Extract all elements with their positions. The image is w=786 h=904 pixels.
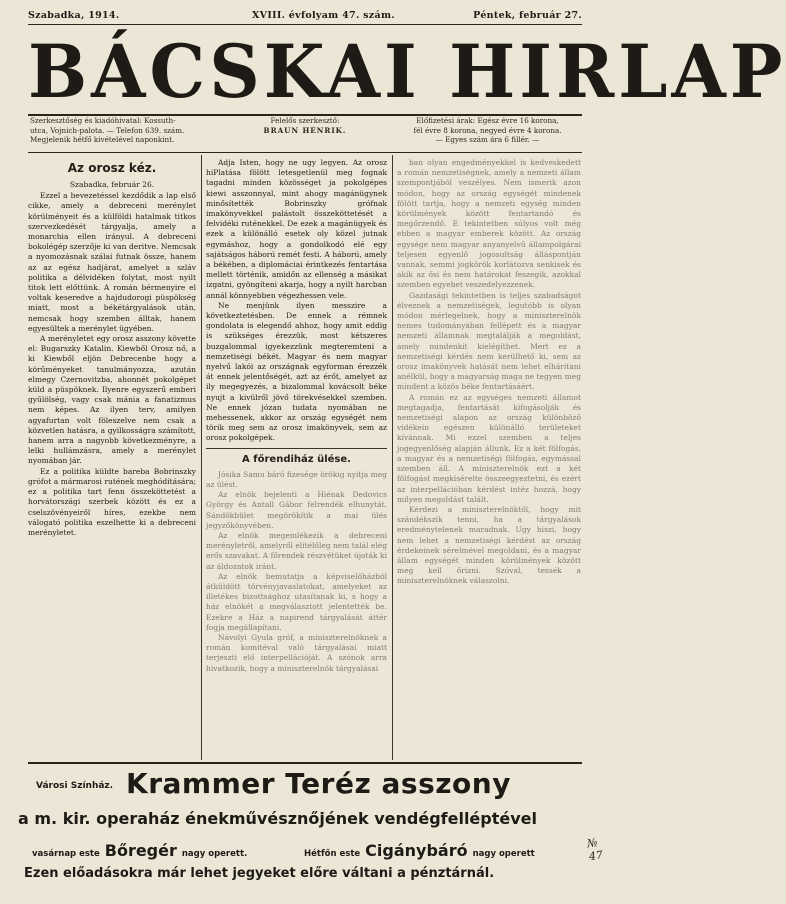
ad-sunday-title: Bőregér bbox=[104, 841, 177, 860]
editor-info bbox=[230, 116, 380, 154]
ad-sunday-suffix: nagy operett. bbox=[181, 849, 248, 859]
article-continued bbox=[206, 158, 387, 760]
session-paragraph: Az elnök bemutatja a képviselőházból átküldött törvényjavaslatokat, amelyeket az illetékes bizottsághoz utasítanak ki, s hogy a ház elnökét a megválasztott jelentették be. Ezekre a Ház a napirend tárgyalását áttér fogja megállapítani. bbox=[206, 571, 387, 632]
session-paragraph: Návolyi Gyula gróf, a miniszterelnöknek a román komitéval való tárgyalásai miatt terjeszti elő interpellációját. A szónok arra hivatkozik, hogy a miniszterelnök tárgyalásai bbox=[206, 632, 387, 673]
office-info bbox=[30, 116, 220, 154]
ad-subtitle: a m. kir. operaház énekművésznőjének vendégfelléptével bbox=[18, 809, 537, 828]
article-interpellation bbox=[397, 158, 581, 760]
article-paragraph: A román ez az egységes nemzeti államot megtagadja, fentartását kifogásolják és nemzetiségi alapon az ország különböző vidékein egészen különálló területeket kívánnak. Mi ezzel szemben a teljes jogegyenlőség alapján állunk. Ez a két fölfogás, a magyar és a nemzetiségi fölfogás, egymással szemben áll. A miniszterelnök ezt a két fölfogást megkísérelte összeegyeztetni, és ezért az interpellációban kérdést intéz hozzá, hogy milyen megoldást talált. bbox=[397, 392, 581, 504]
ad-venue: Városi Színház. bbox=[36, 781, 114, 791]
section-title: A főrendiház ülése. bbox=[206, 448, 387, 468]
column-divider bbox=[201, 155, 202, 760]
ad-sunday-prefix: vasárnap este bbox=[32, 849, 100, 859]
article-paragraph: Adja Isten, hogy ne ugy legyen. Az orosz hiPlatása fölött letesgetlenül meg fognak tagadni minden közösséget ja pokolgépes kiewi asszonnyal, mint ahogy magánügynek minősítették Bobrinszky grófnak imakönyvekkel palástolt összeköttetését a felvidéki ruténekkel. De ezek a magánügyek és ezek a különálló esetek oly közel jutnak egymáshoz, hogy a gondolkodó elé egy sajátságos háború remét festi. A háború, amely a békében, a diplomáciai érintkezés fentartása mellett történik, amidőn az ellenség a másikat izgatni, gyöngíteni akarja, hogy a nyilt harcban annál könnyebben végezhessen vele. bbox=[206, 158, 387, 300]
issue-date: Szabadka, 1914. bbox=[28, 10, 120, 21]
office-line: Szerkesztőség és kiadóhivatal: Kossuth- bbox=[30, 116, 176, 125]
price-line: Előfizetési árak: Egész évre 16 korona, bbox=[416, 116, 559, 125]
masthead-title: BÁCSKAI HIRLAP bbox=[28, 27, 786, 116]
issue-volume: XVIII. évfolyam 47. szám. bbox=[252, 10, 395, 21]
ad-footer: Ezen előadásokra már lehet jegyeket előre váltani a pénztárnál. bbox=[24, 866, 495, 881]
price-line: — Egyes szám ára 6 fillér. — bbox=[435, 135, 540, 144]
ad-monday-prefix: Hétfőn este bbox=[304, 849, 361, 859]
theatre-advertisement bbox=[4, 763, 584, 904]
ad-sunday bbox=[32, 841, 247, 860]
ad-headline: Krammer Teréz asszony bbox=[126, 767, 511, 800]
ad-monday-suffix: nagy operett bbox=[472, 849, 535, 859]
ad-monday-title: Cigánybáró bbox=[365, 841, 468, 860]
article-title: Az orosz kéz. bbox=[67, 161, 157, 175]
session-paragraph: Jósika Samu báró fizesége örökig nyitja meg az ülést. bbox=[206, 469, 387, 489]
editor-name: BRAUN HENRIK. bbox=[263, 125, 347, 135]
article-dateline: Szabadka, február 26. bbox=[69, 180, 155, 189]
article-paragraph: Ezzel a bevezetéssel kezdődik a lap első cikke, amely a debreceni merénylet körülményeit és a külföldi hatalmak titkos szervezkedését tárgyalja, amely a monarchia ellen irányul. A debreceni bokolégép szerzője ki van deritve. Nemcsak a nyomozásnak szálai futnak össze, hanem az az egész hadjárat, amelyet a szláv politika a délvidéken folytat, most nyilt titok lett előttünk. A román bérmenyire el voltak keseredve a hajdudorogi püspökség miatt, most a békétárgyalások után, nemcsak hogy szemben álltak, hanem egyesültek a merénylet ügyében. bbox=[28, 191, 196, 333]
column-divider bbox=[392, 155, 393, 760]
article-paragraph: ban olyan engedményekkel is kedveskedett a román nemzetiségnek, amely a nemzeti állam szempontjából veszélyes. Nem ismerik azon módon, hogy az ország egységét mindenek fölött tartja, hogy a nemzeti egység minden körülmények között fentartandó és megőrzendő. E tekintetben súlyos volt még ebben a magyar emberek között. Az ország egysége nem magyar anyanyelvű állampolgárai teljesen egyenlő jogosultság álláspontján vannak, semmi jogkörök korlátozva senkisek és akik az ősi és nem határokat feszegik, azokkal szemben egyebet veszedelyezzenek. bbox=[397, 158, 581, 290]
price-line: fél évre 8 korona, negyed évre 4 korona. bbox=[413, 125, 562, 135]
handwritten-note: № 47 bbox=[586, 835, 604, 864]
article-paragraph: Ne menjünk ilyen messzire a következtetésben. De ennek a rémnek gondolata is elegendő ahhoz, hogy amit eddig is szükséges érezzük, most kétszeres buzgalommal igyekezzünk megteremteni a nemzetiségi békét. Magyar és nem magyar nyelvű lakói az országnak egyforman érezzék át ennek jelentőségét, azt az érőt, amelyet az ily megegyezés, a bizalommal kovácsolt béke nyujt a kivülről jövő törekvésekkel szemben. Ne ennek józan tudata nyomában ne mehessenek, akkor az ország egységét nem törik meg sem az orosz imakönyvek, sem az orosz pokolgépek. bbox=[206, 300, 387, 443]
office-line: utca, Vojnich-palota. — Telefon 639. szám. bbox=[30, 125, 185, 135]
article-paragraph: Gazdasági tekintetben is teljes szabadságot élveznek a nemzetiségek, legutóbb is olyan módon mérlegelnek, hogy a miniszterelnök nemes tudományában fellépett és a magyar nemzeti államnak megtalálják a megoldást, amely mindenkit kielégíthet. Mert ez a nemzetiségi kérdés nem kerülhető ki, sem az orosz imakönyvek hatását nem lehet elhárítani anélkül, hogy a magyarság maga ne tegyen meg mindent a közös béke fentartásáért. bbox=[397, 290, 581, 392]
editor-label: Felelős szerkesztő: bbox=[270, 116, 340, 125]
ad-monday bbox=[304, 841, 535, 860]
article-paragraph: A merényletet egy orosz asszony követte el: Bugarszky Katalin. Kiewből Orosz nő, a ki Kiewből eljön Debrecenbe hogy a körűményeket tanulmányozza, azután elmegy Czernovitzba, ahonnét pokolgépet küld a püspöknek. Ilyenre egyszerű emberi gyűlölség, vagy csak mánia a fanatizmus nem képes. Az ilyen terv, amilyen agyafurtan volt föleszelve nem csak a közvetlen hatásra, a gyilkosságra számított, hanem arra a nagyobb következményre, a lelki hullámzásra, amely a merénylet nyomában jár. bbox=[28, 334, 196, 466]
office-line: Megjelenik hétfő kivételével naponkint. bbox=[30, 135, 175, 144]
article-orosz-ker bbox=[28, 158, 196, 760]
price-info bbox=[395, 116, 580, 154]
issue-weekday-date: Péntek, február 27. bbox=[473, 10, 582, 21]
rule-info bbox=[28, 152, 582, 153]
article-paragraph: Ez a politika küldte bareba Bobrinszky grófot a mármarosi rutének meghódítására; ez a politika tart fenn összeköttetést a horvátországi szerbek között és ez a cselszövényeiről híres, ezekbe nem válogató politika eszelhette ki a debreceni merényletet. bbox=[28, 466, 196, 537]
session-paragraph: Az elnök megemlékezik a debreceni merényletről, amelyről elítélőleg nem talál elég erős szavakat. A főrendek részvétüket újoták ki az áldozatok iránt. bbox=[206, 530, 387, 571]
article-paragraph: Kérdezi a miniszterelnöktől, hogy mit szándékszik tenni, ha a tárgyalások eredménytelenek maradnak. Ugy hiszi, hogy nem lehet a nemzetiségi kérdést az ország érdekeinek sérelmével megoldani, és a magyar állam egységét minden körülmények között meg kell őrizni. Szóval, tessék a miniszterelnöknek válaszolni. bbox=[397, 504, 581, 586]
session-paragraph: Az elnök bejelenti a Hiénak Dedovics György és Antall Gábor felrendék elhunytát. Sándökbület megörökítik a mai ülés jegyzőkönyvében. bbox=[206, 490, 387, 530]
